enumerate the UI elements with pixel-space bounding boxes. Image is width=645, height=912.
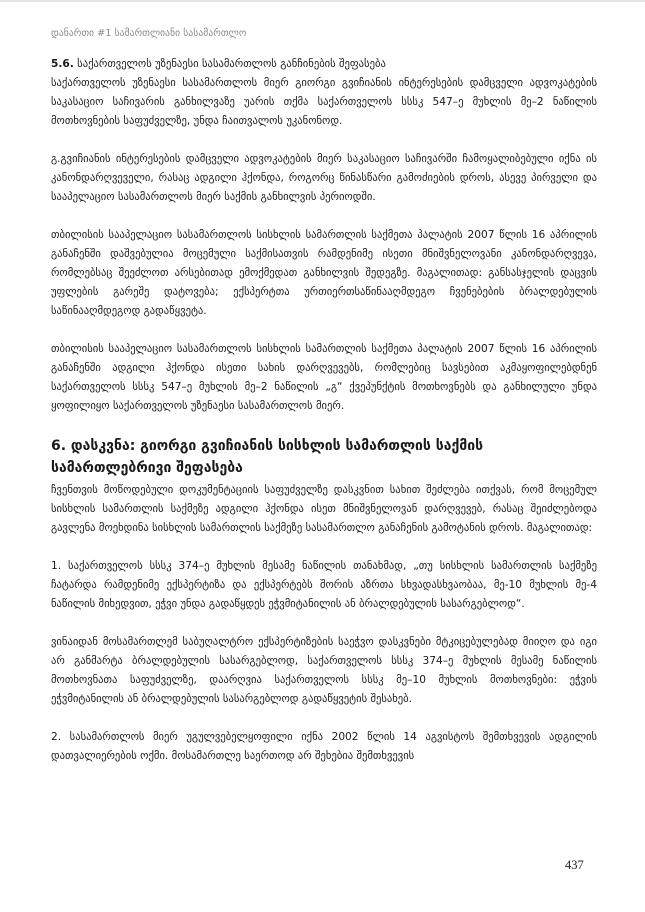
paragraph: თბილისის სააპელაციო სასამართლოს სისხლის სამართლის საქმეთა პალატის 2007 წლის 16 აპრილის განაჩენში ადგილი ჰქონდა ისეთი სახის დარღვევებს, რომლებიც სავსებით აკმაყოფილებდნენ საქართველოს სსსკ 547–ე მუხლის მე–2 ნაწილის „გ“ ქვეპუნქტის მოთხოვნებს და განხილული უნდა ყოფილიყო საქართველოს უზენაესი სასამართლოს მიერ. — [51, 343, 597, 412]
section-5-6-heading — [51, 56, 597, 72]
paragraph: საქართველოს უზენაესი სასამართლოს მიერ გიორგი გვიჩიანის ინტერესების დამცველი ადვოკატების საკასაციო საჩივარის განხილვაზე უარის თქმა საქართველოს სსსკ 547–ე მუხლის მე–2 ნაწილის მოთხოვნების საფუძველზე, უნდა ჩაითვალოს უკანონოდ. — [51, 77, 597, 127]
paragraph: 2. სასამართლოს მიერ უგულვებელყოფილი იქნა 2002 წლის 14 აგვისტოს შემთხვევის ადგილის დათვალიერების ოქმი. მოსამართლე საერთოდ არ შეხებია შემთხვევის — [51, 731, 597, 762]
page-body — [51, 56, 597, 785]
page-top-edge — [0, 0, 645, 2]
paragraph: 1. საქართველოს სსსკ 374–ე მუხლის მესამე ნაწილის თანახმად, „თუ სისხლის სამართლის საქმეზე ჩატარდა რამდენიმე ექსპერტიზა და ექსპერტებს შორის აზრთა სხვადასხვაობაა, მე-10 მუხლის მე-4 ნაწილის მიხედვით, ეჭვი უნდა გადაწყდეს ეჭვმიტანილის ან ბრალდებულის სასარგებლოდ“. — [51, 560, 597, 610]
section-5-6-title: საქართველოს უზენაესი სასამართლოს განჩინების შეფასება — [77, 58, 386, 70]
page-number: 437 — [565, 858, 584, 872]
paragraph: თბილისის სააპელაციო სასამართლოს სისხლის სამართლის საქმეთა პალატის 2007 წლის 16 აპრილის განაჩენში დაშვებულია მოცემული საქმისათვის რამდენიმე ისეთი მნიშვნელოვანი კანონდარღვევა, რომლებსაც შეეძლოთ არსებითად ემოქმედათ განხილვის შედეგზე. მაგალითად: განსასჯელის დაცვის უფლების გარეშე დატოვება; ექსპერტთა ურთიერთსაწინააღმდეგო ჩვენებების ბრალდებულის საწინააღმდეგოდ გადაწყვეტა. — [51, 229, 597, 317]
running-header: დანართი #1 სამართლიანი სასამართლო — [51, 28, 247, 39]
section-5-6-number: 5.6. — [51, 58, 74, 70]
paragraph: გ.გვიჩიანის ინტერესების დამცველი ადვოკატების მიერ საკასაციო საჩივარში ჩამოყალიბებული იქნა ის კანონდარღვეველი, რასაც ადგილი ჰქონდა, როგორც წინასწარი გამოძიების დროს, ასევე პირველი და სააპელაციო სასამართლოს მიერ საქმის განხილვის პერიოდში. — [51, 153, 597, 203]
paragraph: ვინაიდან მოსამართლემ საბუღალტრო ექსპერტიზების საეჭვო დასკვნები მტკიცებულებად მიიღო და იგი არ განმარტა ბრალდებულის სასარგებლოდ, საქართველოს სსსკ 374–ე მუხლის მესამე ნაწილის მოთხოვნათა საფუძველზე, დაარღვია საქართველოს სსსკ მე–10 მუხლის მოთხოვნები: ეჭვის ეჭვმიტანილის ან ბრალდებულის სასარგებლოდ გადაწყვეტის შესახებ. — [51, 636, 597, 705]
section-6-heading: 6. დასკვნა: გიორგი გვიჩიანის სისხლის სამართლის საქმის სამართლებრივი შეფასება — [51, 438, 484, 476]
paragraph: ჩვენთვის მოწოდებული დოკუმენტაციის საფუძველზე დასკვნით სახით შეძლება ითქვას, რომ მოცემულ სისხლის სამართლის საქმეზე ადგილი ჰქონდა ისეთ მნიშვნელოვან დარღვევებ, რასაც შეიძლებოდა გავლენა მოეხდინა სისხლის სამართლის საქმეზე სასამართლო განაჩენის გამოტანის დროს. მაგალითად: — [51, 484, 597, 534]
